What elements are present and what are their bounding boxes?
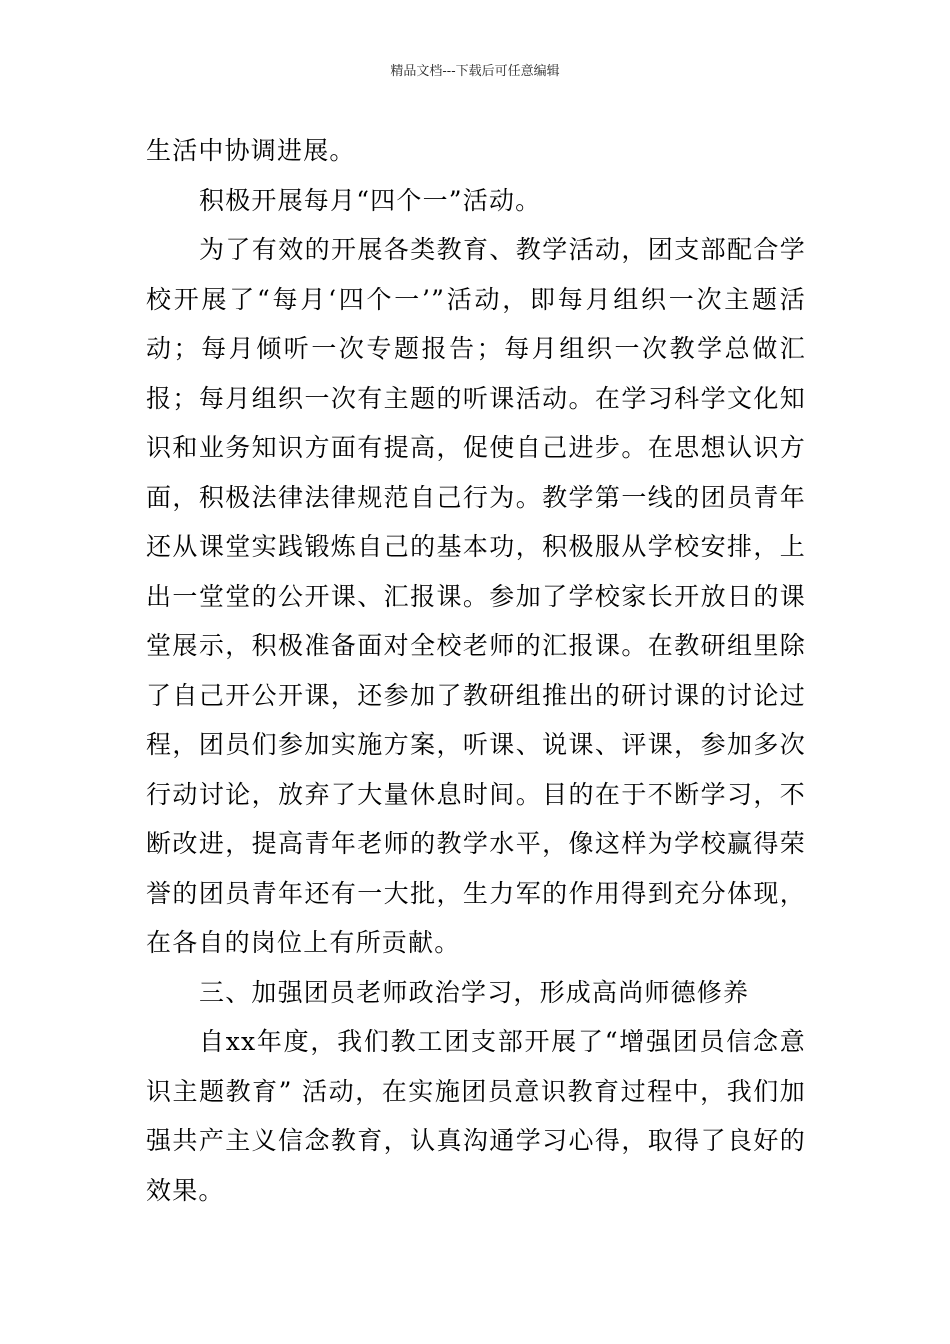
paragraph-political-study: 自xx年度，我们教工团支部开展了“增强团员信念意识主题教育” 活动，在实施团员意识教育过程中，我们加强共产主义信念教育，认真沟通学习心得，取得了良好的效果。 xyxy=(146,1027,806,1205)
paragraph-activity-heading: 积极开展每月“四个一”活动。 xyxy=(199,185,542,215)
paragraph-continuation: 生活中协调进展。 xyxy=(146,136,356,165)
document-body xyxy=(146,126,806,1215)
section-heading-political-study: 三、加强团员老师政治学习，形成高尚师德修养 xyxy=(199,977,750,1007)
page-header: 精品文档---下载后可任意编辑 xyxy=(390,64,560,79)
paragraph-activity-detail: 为了有效的开展各类教育、教学活动，团支部配合学校开展了“每月‘四个一’”活动，即每月组织一次主题活动；每月倾听一次专题报告；每月组织一次教学总做汇报；每月组织一次有主题的听课活动。在学习科学文化知识和业务知识方面有提高，促使自己进步。在思想认识方面，积极法律法律规范自己行为。教学第一线的团员青年还从课堂实践锻炼自己的基本功，积极服从学校安排，上出一堂堂的公开课、汇报课。参加了学校家长开放日的课堂展示，积极准备面对全校老师的汇报课。在教研组里除了自己开公开课，还参加了教研组推出的研讨课的讨论过程，团员们参加实施方案，听课、说课、评课，参加多次行动讨论，放弃了大量休息时间。目的在于不断学习，不断改进，提高青年老师的教学水平，像这样为学校赢得荣誉的团员青年还有一大批，生力军的作用得到充分体现，在各自的岗位上有所贡献。 xyxy=(146,235,806,957)
